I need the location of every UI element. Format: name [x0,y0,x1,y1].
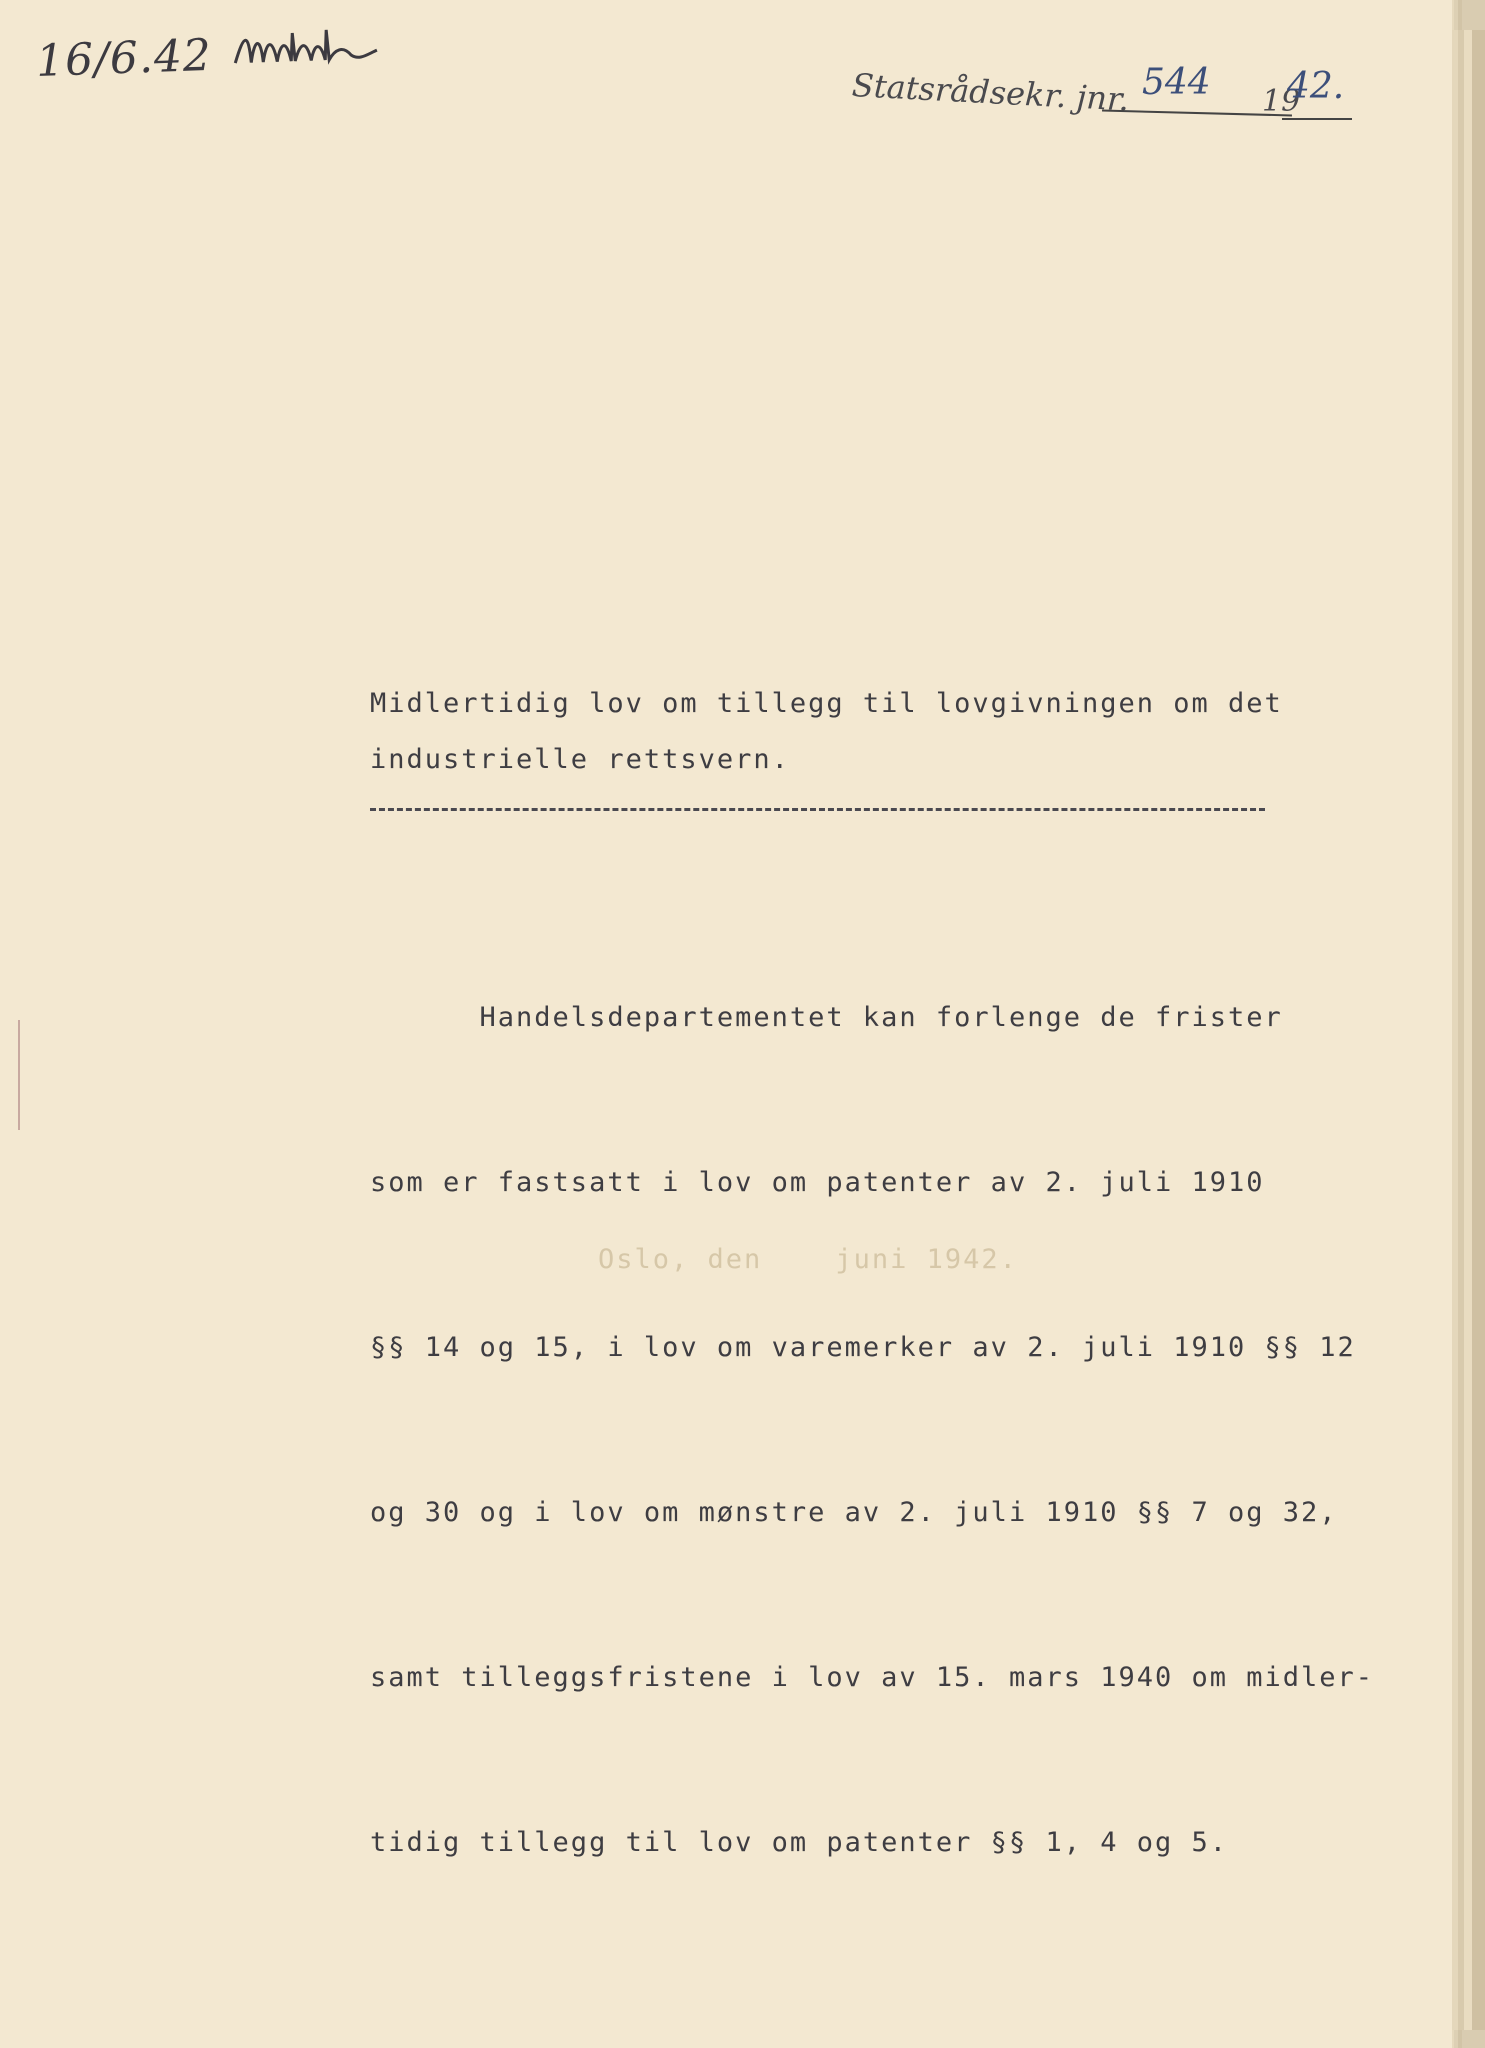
document-date: Oslo, den juni 1942. [598,1244,1018,1275]
margin-mark [18,1020,20,1130]
body-line: Handelsdepartementet kan forlenge de frister [370,1002,1283,1033]
body-line: og 30 og i lov om mønstre av 2. juli 1910 §§ 7 og 32, [370,1497,1338,1528]
body-line: §§ 14 og 15, i lov om varemerker av 2. juli 1910 §§ 12 [370,1332,1356,1363]
body-line: tidig tillegg til lov om patenter §§ 1, 4 og 5. [370,1827,1229,1858]
page-stack-edge [1452,30,1485,2030]
document-title-line-2: industrielle rettsvern. [370,744,790,775]
title-divider [370,808,1265,811]
journal-year-prefix: 19 [1262,84,1301,119]
journal-year-suffix: 42. [1287,66,1345,107]
journal-number: 544 [1142,62,1211,103]
handwritten-date: 16/6.42 [35,24,381,87]
handwritten-signature [215,24,382,81]
journal-year-underline [1282,118,1352,120]
document-body [370,880,1374,1980]
journal-label: Statsrådsekr. jnr. [851,66,1130,119]
body-line: som er fastsatt i lov om patenter av 2. juli 1910 [370,1167,1265,1198]
document-title-line-1: Midlertidig lov om tillegg til lovgivningen om det [370,688,1283,719]
body-line: samt tilleggsfristene i lov av 15. mars 1940 om midler- [370,1662,1375,1693]
journal-stamp [852,62,1352,132]
